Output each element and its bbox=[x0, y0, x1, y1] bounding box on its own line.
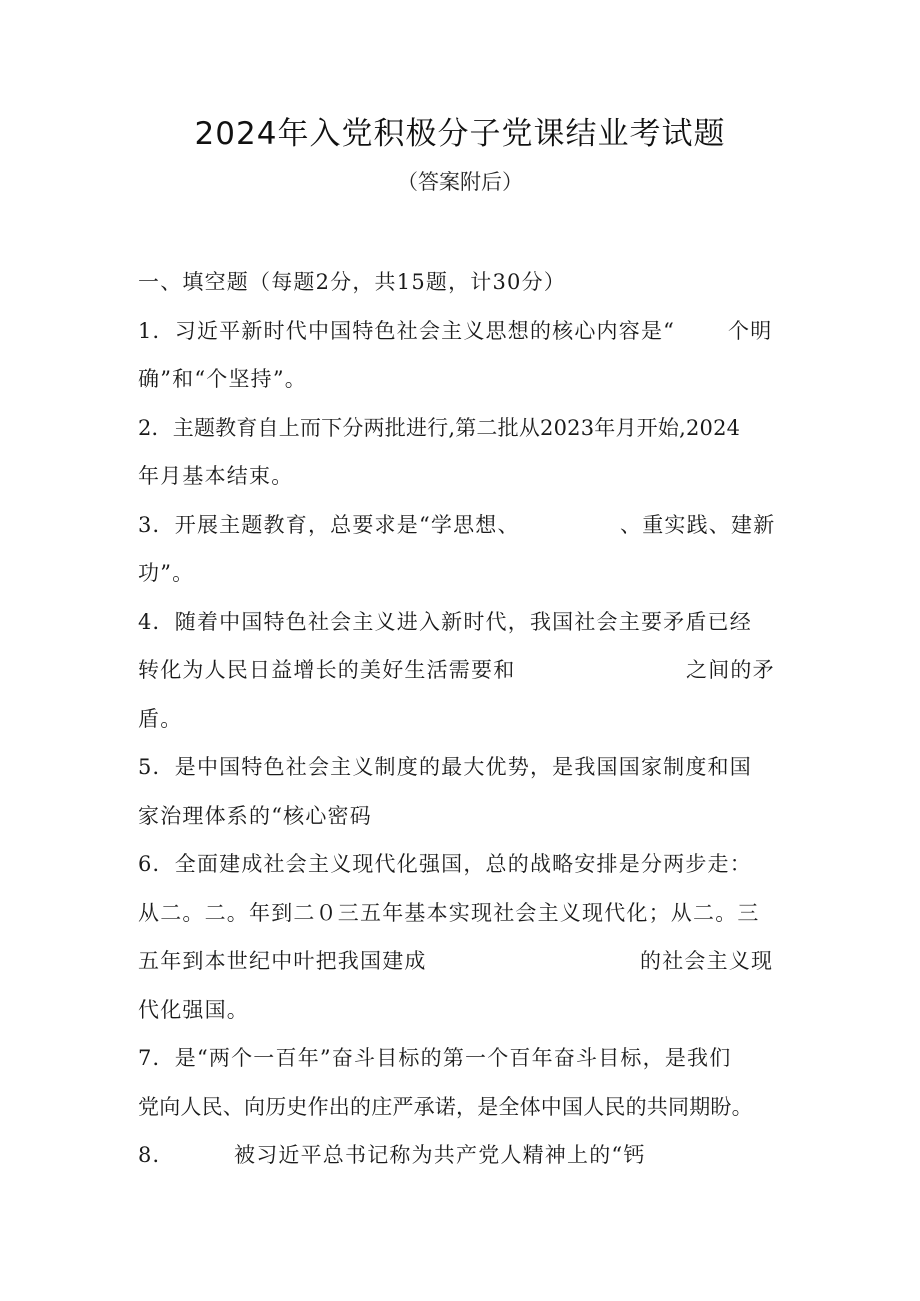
question-6-line-3 bbox=[138, 937, 788, 986]
question-text: 5．是中国特色社会主义制度的最大优势，是我国国家制度和国 bbox=[138, 755, 752, 779]
question-text: 1．习近平新时代中国特色社会主义思想的核心内容是“ bbox=[138, 318, 676, 343]
question-4-line-3 bbox=[138, 695, 788, 744]
question-text: 功”。 bbox=[138, 561, 195, 585]
question-text: 6．全面建成社会主义现代化强国，总的战略安排是分两步走： bbox=[138, 852, 752, 876]
question-text: 转化为人民日益增长的美好生活需要和 bbox=[138, 658, 516, 682]
question-text: 4．随着中国特色社会主义进入新时代，我国社会主要矛盾已经 bbox=[138, 609, 752, 634]
question-2-line-1 bbox=[138, 404, 788, 453]
question-text: 盾。 bbox=[138, 706, 183, 731]
question-1-line-1 bbox=[138, 307, 788, 356]
page-title: 2024年入党积极分子党课结业考试题 bbox=[194, 116, 726, 152]
question-5-line-1 bbox=[138, 743, 788, 792]
question-text: 年月基本结束。 bbox=[138, 464, 294, 488]
exam-body bbox=[138, 258, 788, 1180]
question-7-line-1 bbox=[138, 1034, 788, 1083]
question-6-line-4 bbox=[138, 986, 788, 1035]
question-text: 的社会主义现 bbox=[640, 949, 774, 973]
question-6-line-1 bbox=[138, 840, 788, 889]
question-text: 五年到本世纪中叶把我国建成 bbox=[138, 949, 427, 973]
question-text: 2．主题教育自上而下分两批进行,第二批从2023年月开始,2024 bbox=[138, 415, 741, 440]
question-7-line-2 bbox=[138, 1083, 788, 1132]
question-text: 个明 bbox=[728, 318, 773, 343]
question-4-line-2 bbox=[138, 646, 788, 695]
question-text: 党向人民、向历史作出的庄严承诺，是全体中国人民的共同期盼。 bbox=[138, 1094, 753, 1119]
section-heading bbox=[138, 258, 788, 307]
question-text: 8． bbox=[138, 1143, 175, 1167]
question-text: 7．是“两个一百年”奋斗目标的第一个百年奋斗目标，是我们 bbox=[138, 1046, 732, 1070]
question-text: 确”和“个坚持”。 bbox=[138, 367, 308, 391]
question-3-line-1 bbox=[138, 501, 788, 550]
question-1-line-2 bbox=[138, 355, 788, 404]
question-text: 家治理体系的“核心密码 bbox=[138, 803, 372, 828]
question-2-line-2 bbox=[138, 452, 788, 501]
question-8-line-1 bbox=[138, 1131, 788, 1180]
section-heading-text: 一、填空题（每题2分，共15题，计30分） bbox=[138, 270, 567, 294]
question-text: 、重实践、建新 bbox=[620, 512, 776, 537]
question-text: 从二。二。年到二０三五年基本实现社会主义现代化；从二。三 bbox=[138, 900, 760, 925]
question-6-line-2 bbox=[138, 889, 788, 938]
question-5-line-2 bbox=[138, 792, 788, 841]
question-4-line-1 bbox=[138, 598, 788, 647]
question-text: 代化强国。 bbox=[138, 997, 249, 1022]
question-text: 之间的矛 bbox=[686, 658, 775, 682]
page-subtitle: （答案附后） bbox=[397, 170, 523, 194]
question-text: 3．开展主题教育，总要求是“学思想、 bbox=[138, 512, 520, 537]
question-text: 被习近平总书记称为共产党人精神上的“钙 bbox=[234, 1143, 646, 1167]
question-3-line-2 bbox=[138, 549, 788, 598]
